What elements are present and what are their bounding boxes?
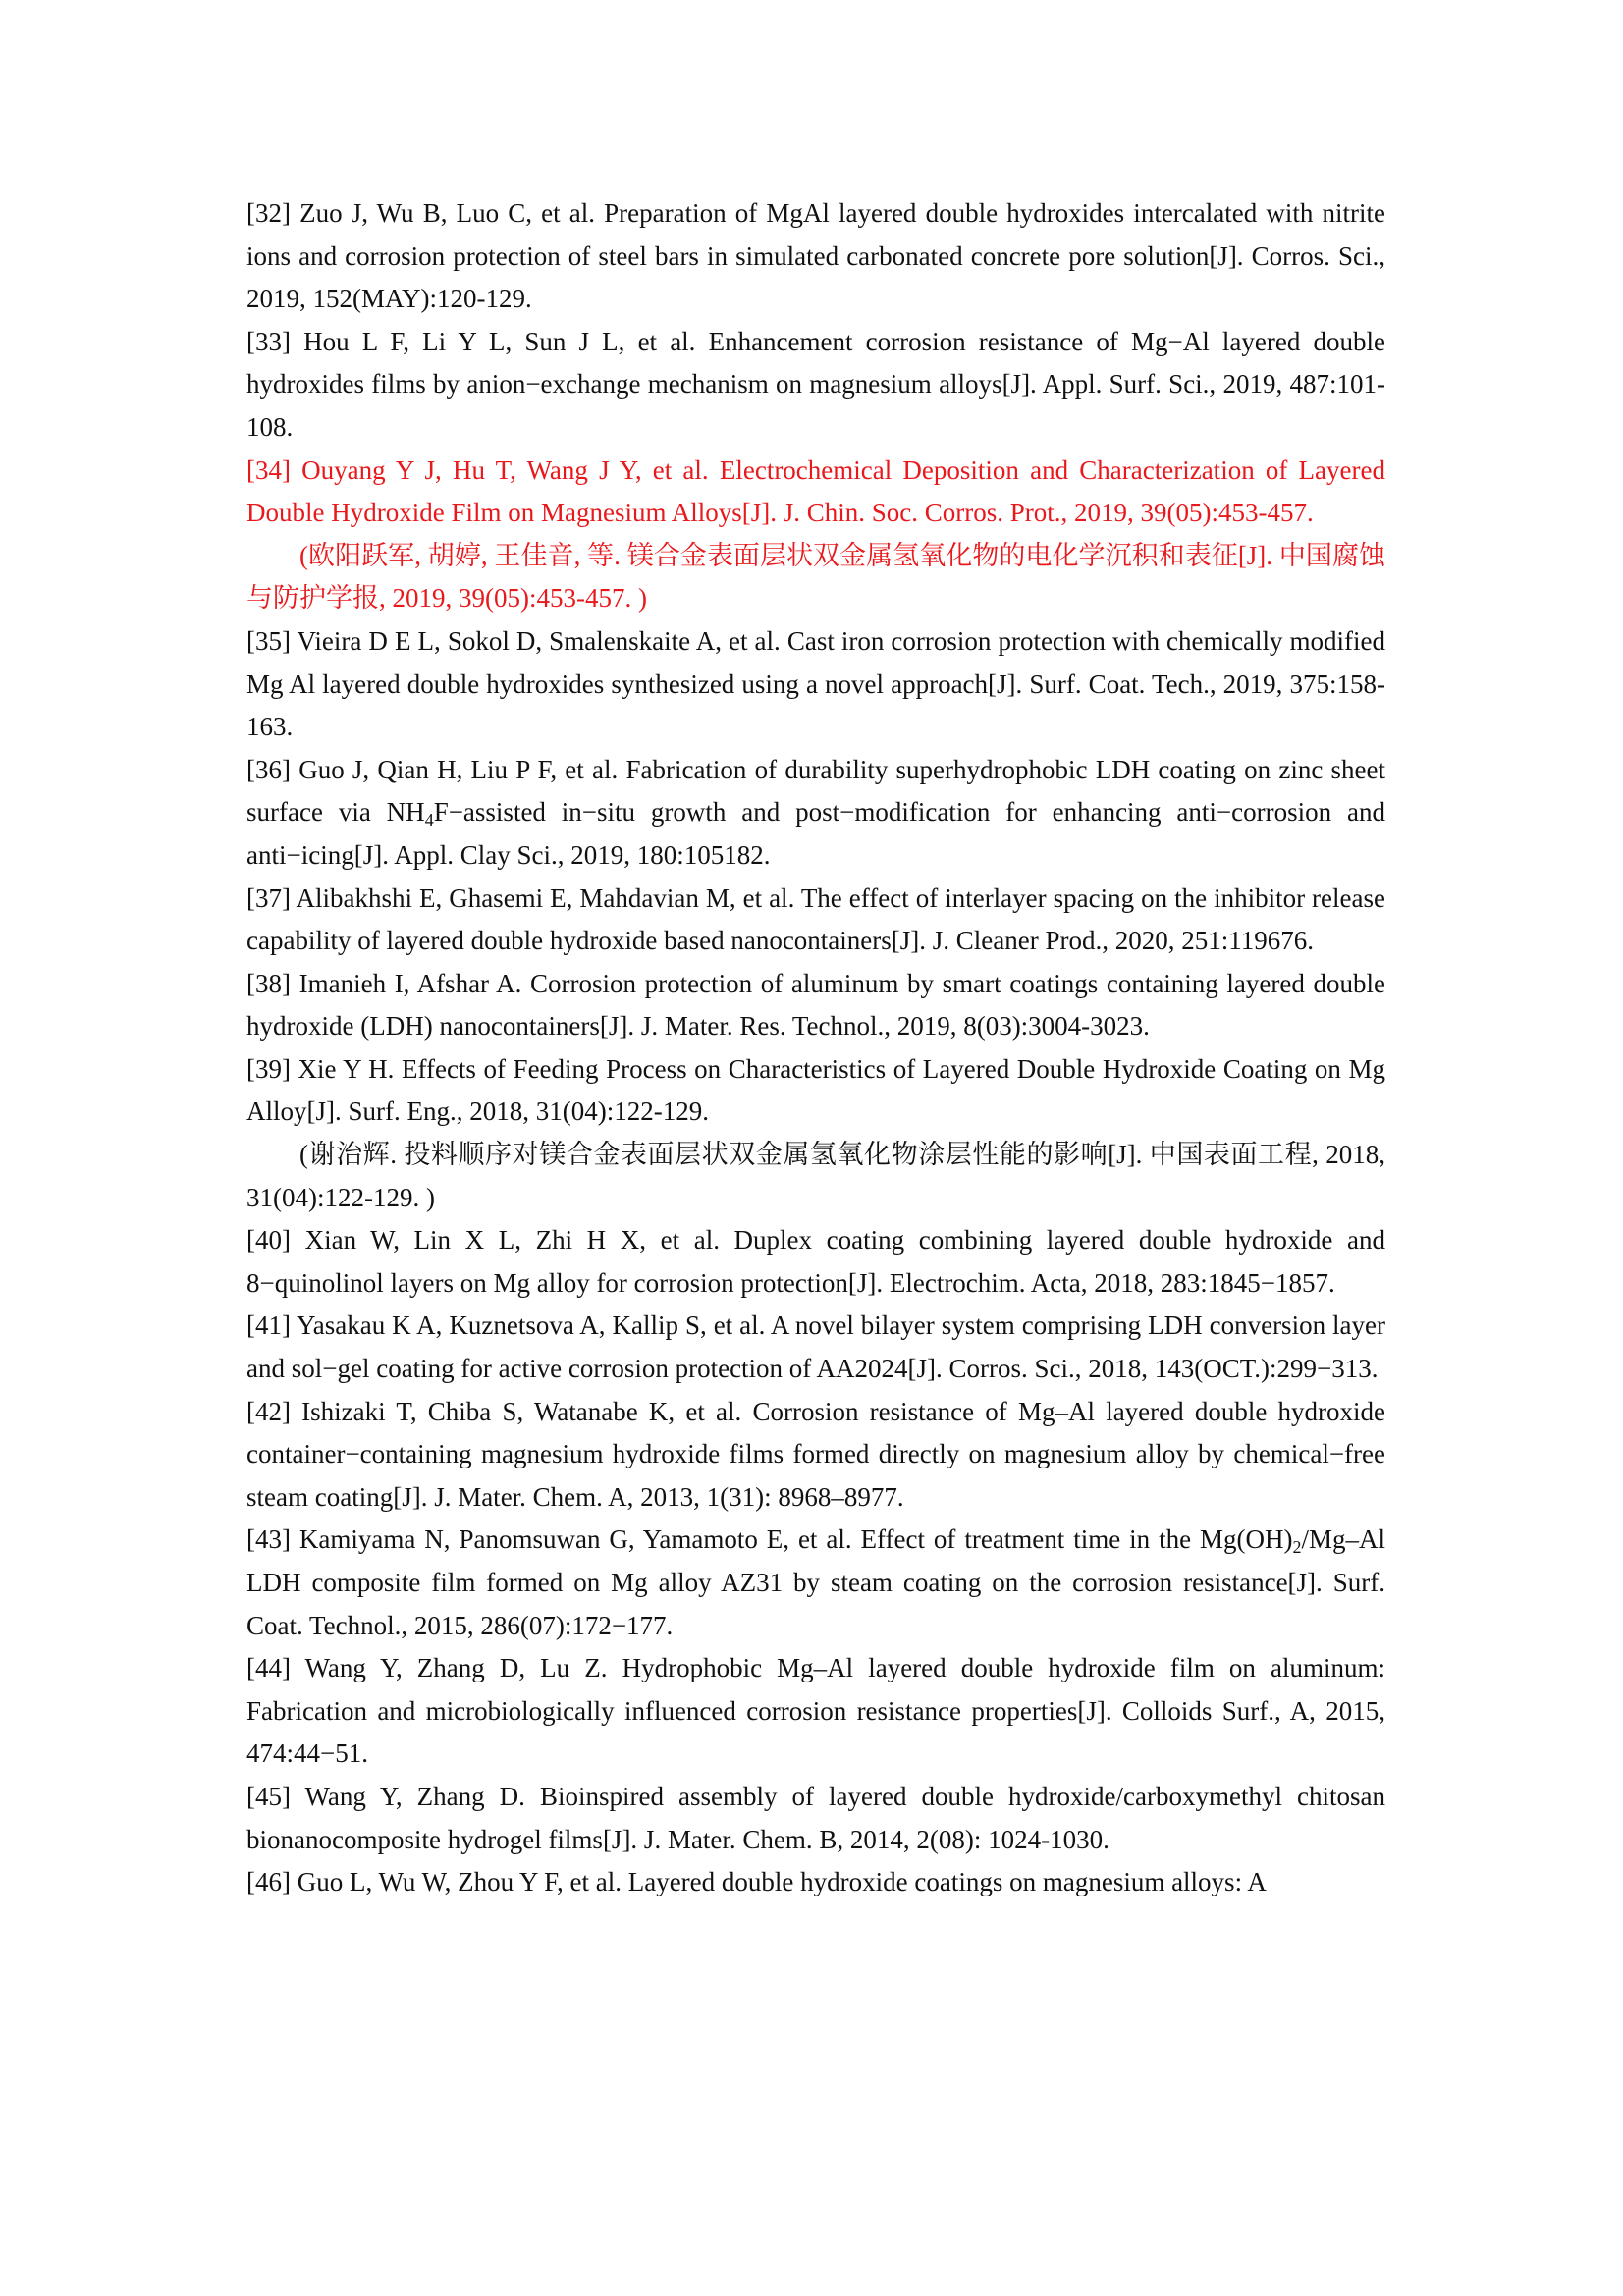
reference-38: [38] Imanieh I, Afshar A. Corrosion protection of aluminum by smart coatings containing layered double hydroxide (LDH) nanocontainers[J]. J. Mater. Res. Technol., 2019, 8(03):3004-3023. (246, 968, 1385, 1041)
reference-37: [37] Alibakhshi E, Ghasemi E, Mahdavian M, et al. The effect of interlayer spacing on the inhibitor release capability of layered double hydroxide based nanocontainers[J]. J. Cleaner Prod., 2020, 251:119676. (246, 882, 1385, 956)
reference-41: [41] Yasakau K A, Kuznetsova A, Kallip S, et al. A novel bilayer system comprising LDH conversion layer and sol−gel coating for active corrosion protection of AA2024[J]. Corros. Sci., 2018, 143(OCT.):299−313. (246, 1310, 1385, 1384)
reference-33: [33] Hou L F, Li Y L, Sun J L, et al. Enhancement corrosion resistance of Mg−Al layered double hydroxides films by anion−exchange mechanism on magnesium alloys[J]. Appl. Surf. Sci., 2019, 487:101-108. (246, 326, 1385, 442)
reference-32: [32] Zuo J, Wu B, Luo C, et al. Preparation of MgAl layered double hydroxides intercalated with nitrite ions and corrosion protection of steel bars in simulated carbonated concrete pore solution[J]. Corros. Sci., 2019, 152(MAY):120-129. (246, 198, 1385, 314)
reference-43-text-after: /Mg–Al LDH composite film formed on Mg alloy AZ31 by steam coating on the corrosion resistance[J]. Surf. Coat. Technol., 2015, 286(07):172−177. (246, 1524, 1385, 1640)
reference-39-chinese-note: (谢治辉. 投料顺序对镁合金表面层状双金属氢氧化物涂层性能的影响[J]. 中国表面工程, 2018, 31(04):122-129. ) (246, 1140, 1385, 1212)
reference-34: [34] Ouyang Y J, Hu T, Wang J Y, et al. Electrochemical Deposition and Characterization of Layered Double Hydroxide Film on Magnesium Alloys[J]. J. Chin. Soc. Corros. Prot., 2019, 39(05):453-457. (246, 454, 1385, 528)
reference-40: [40] Xian W, Lin X L, Zhi H X, et al. Duplex coating combining layered double hydroxide and 8−quinolinol layers on Mg alloy for corrosion protection[J]. Electrochim. Acta, 2018, 283:1845−1857. (246, 1225, 1385, 1298)
reference-39: [39] Xie Y H. Effects of Feeding Process on Characteristics of Layered Double Hydroxide Coating on Mg Alloy[J]. Surf. Eng., 2018, 31(04):122-129. (246, 1053, 1385, 1127)
reference-36-text-before: [36] Guo J, Qian H, Liu P F, et al. Fabrication of durability superhydrophobic LDH coating on zinc sheet surface via NH (246, 754, 1385, 828)
reference-43-text-before: [43] Kamiyama N, Panomsuwan G, Yamamoto E, et al. Effect of treatment time in the Mg(OH) (246, 1524, 1293, 1555)
reference-43 (246, 1519, 1385, 1647)
reference-42: [42] Ishizaki T, Chiba S, Watanabe K, et al. Corrosion resistance of Mg–Al layered double hydroxide container−containing magnesium hydroxide films formed directly on magnesium alloy by chemical−free steam coating[J]. J. Mater. Chem. A, 2013, 1(31): 8968–8977. (246, 1396, 1385, 1512)
reference-36 (246, 749, 1385, 878)
reference-45: [45] Wang Y, Zhang D. Bioinspired assembly of layered double hydroxide/carboxymethyl chitosan bionanocomposite hydrogel films[J]. J. Mater. Chem. B, 2014, 2(08): 1024-1030. (246, 1781, 1385, 1854)
reference-list (246, 192, 1385, 1904)
reference-35: [35] Vieira D E L, Sokol D, Smalenskaite A, et al. Cast iron corrosion protection with chemically modified Mg Al layered double hydroxides synthesized using a novel approach[J]. Surf. Coat. Tech., 2019, 375:158-163. (246, 625, 1385, 742)
reference-43-subscript: 2 (1292, 1537, 1302, 1558)
reference-44: [44] Wang Y, Zhang D, Lu Z. Hydrophobic Mg–Al layered double hydroxide film on aluminum: Fabrication and microbiologically influenced corrosion resistance properties[J]. Colloids Surf., A, 2015, 474:44−51. (246, 1653, 1385, 1769)
reference-34-chinese-note: (欧阳跃军, 胡婷, 王佳音, 等. 镁合金表面层状双金属氢氧化物的电化学沉积和表征[J]. 中国腐蚀与防护学报, 2019, 39(05):453-457. ) (246, 540, 1385, 614)
reference-36-subscript: 4 (424, 810, 434, 830)
reference-46: [46] Guo L, Wu W, Zhou Y F, et al. Layered double hydroxide coatings on magnesium alloys: A (246, 1867, 1267, 1897)
reference-36-text-after: F−assisted in−situ growth and post−modification for enhancing anti−corrosion and anti−icing[J]. Appl. Clay Sci., 2019, 180:105182. (246, 797, 1385, 870)
